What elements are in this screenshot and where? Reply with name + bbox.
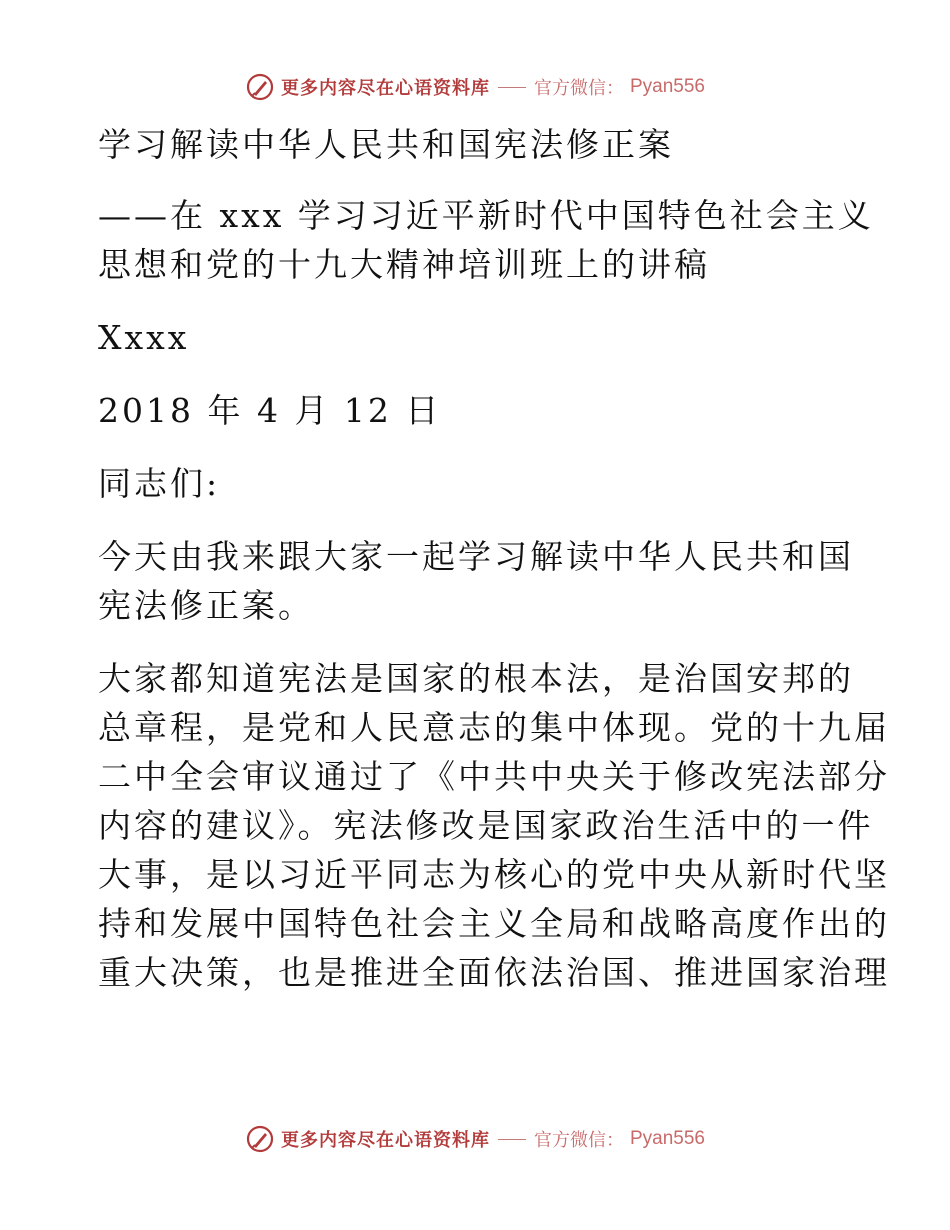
- watermark-divider: [498, 87, 526, 88]
- paragraph-line: 二中全会审议通过了《中共中央关于修改宪法部分: [98, 757, 890, 796]
- quill-pen-icon: [245, 72, 275, 102]
- watermark-brand: 更多内容尽在心语资料库: [280, 1130, 490, 1151]
- watermark-wechat-id: Pyan556: [629, 1128, 705, 1149]
- watermark-wechat-id: Pyan556: [629, 76, 705, 97]
- paragraph-line: 内容的建议》。宪法修改是国家政治生活中的一件: [98, 806, 874, 845]
- header-watermark: [0, 72, 950, 102]
- paragraph-line: 重大决策，也是推进全面依法治国、推进国家治理: [98, 953, 890, 992]
- paragraph-2: [98, 654, 890, 997]
- paragraph-line: 大家都知道宪法是国家的根本法，是治国安邦的: [98, 659, 854, 698]
- quill-pen-icon: [245, 1124, 275, 1154]
- subtitle-line: ——在 xxx 学习习近平新时代中国特色社会主义: [98, 196, 874, 235]
- paragraph-line: 持和发展中国特色社会主义全局和战略高度作出的: [98, 904, 890, 943]
- document-title: 学习解读中华人民共和国宪法修正案: [98, 125, 674, 164]
- watermark-label: 官方微信：: [533, 1130, 624, 1151]
- subtitle-line: 思想和党的十九大精神培训班上的讲稿: [98, 245, 710, 284]
- document-body: [98, 120, 890, 997]
- watermark-brand: 更多内容尽在心语资料库: [280, 78, 490, 99]
- document-subtitle: [98, 191, 874, 289]
- paragraph-line: 宪法修正案。: [98, 586, 314, 625]
- paragraph-line: 大事，是以习近平同志为核心的党中央从新时代坚: [98, 855, 890, 894]
- paragraph-line: 总章程，是党和人民意志的集中体现。党的十九届: [98, 708, 890, 747]
- watermark-label: 官方微信：: [533, 78, 624, 99]
- salutation: 同志们:: [98, 464, 221, 503]
- paragraph-1: [98, 532, 852, 630]
- document-date: 2018 年 4 月 12 日: [98, 391, 442, 430]
- watermark-divider: [498, 1139, 526, 1140]
- footer-watermark: [0, 1124, 950, 1154]
- paragraph-line: 今天由我来跟大家一起学习解读中华人民共和国: [98, 537, 854, 576]
- document-author: Xxxx: [98, 318, 190, 357]
